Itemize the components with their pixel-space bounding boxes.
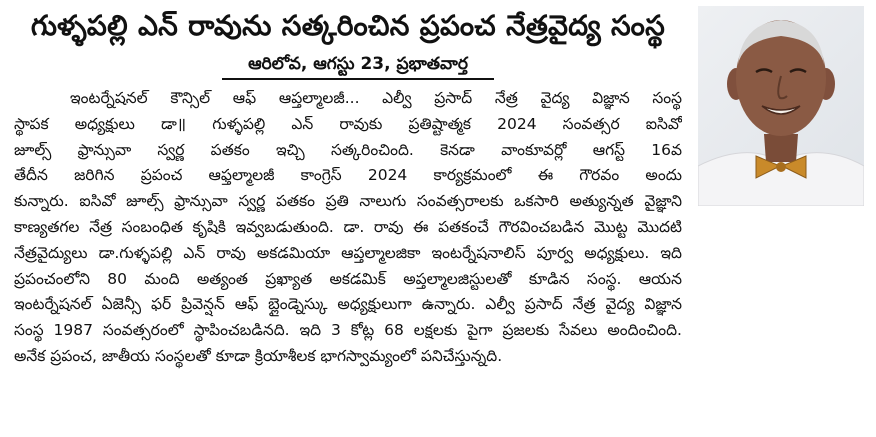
article-line: తేదీన జరిగిన ప్రపంచ ఆఫ్తల్మాలజీ కాంగ్రెస్ 2024 కార్యక్రమంలో ఈ గౌరవం అందు bbox=[14, 166, 682, 185]
article-line: కున్నారు. ఐసివో జూల్స్ ఫ్రాన్సువా స్వర్ణ పతకం ప్రతి నాలుగు సంవత్సరాలకు ఒకసారి అత్యున్నత వైజ్ఞాని bbox=[14, 192, 682, 211]
article-line: కాణ్యతగల నేత్ర సంబంధిత కృషికి ఇవ్వబడుతుంది. డా. రావు ఈ పతకంచే గౌరవించబడిన మొట్ట మొదటి bbox=[14, 217, 682, 236]
article-line: సంస్థ 1987 సంవత్సరంలో స్థాపించబడినది. ఇది 3 కోట్ల 68 లక్షలకు పైగా ప్రజలకు సేవలు అందించింది. bbox=[14, 321, 682, 340]
article-line: స్థాపక అధ్యక్షులు డా॥ గుళ్ళపల్లి ఎన్ రావుకు ప్రతిష్టాత్మక 2024 సంవత్సర ఐసివో bbox=[14, 114, 682, 133]
article-line: ప్రపంచంలోని 80 మంది అత్యంత ప్రఖ్యాత అకడమిక్ అప్తల్మాలజిస్టులతో కూడిన సంస్థ. ఆయన bbox=[14, 269, 682, 288]
article-line: ఇంటర్నేషనల్ ఏజెన్సీ ఫర్ ప్రివెన్షన్ ఆఫ్ బ్లైండ్నెస్కు అధ్యక్షులుగా ఉన్నారు. ఎల్వీ ప్రసాద్ నేత్ర వైద్య విజ్ఞాన bbox=[14, 295, 682, 314]
article-line: ఇంటర్నేషనల్ కౌన్సిల్ ఆఫ్ ఆప్తల్మాలజీ... ఎల్వీ ప్రసాద్ నేత్ర వైద్య విజ్ఞాన సంస్థ bbox=[70, 89, 682, 107]
article-line: జూల్స్ ఫ్రాన్సువా స్వర్ణ పతకం ఇచ్చి సత్కరించింది. కెనడా వాంకూవర్లో ఆగస్ట్ 16వ bbox=[14, 140, 682, 159]
portrait-illustration bbox=[698, 6, 864, 206]
article-line: అనేక ప్రపంచ, జాతీయ సంస్థలతో కూడా క్రియాశీలక భాగస్వామ్యంలో పనిచేస్తున్నది. bbox=[14, 346, 503, 365]
headline: గుళ్ళపల్లి ఎన్ రావును సత్కరించిన ప్రపంచ నేత్రవైద్య సంస్థ bbox=[30, 9, 666, 42]
portrait-photo bbox=[698, 6, 864, 206]
article-line: నేత్రవైద్యులు డా.గుళ్ళపల్లి ఎన్ రావు అకడమియా ఆప్తల్మాలజికా ఇంటర్నేషనాలిస్ పూర్వ అధ్యక్షులు. ఇది bbox=[14, 243, 682, 262]
bowtie-knot bbox=[776, 162, 786, 172]
article-body bbox=[14, 86, 682, 370]
neck-shape bbox=[764, 134, 798, 162]
dateline: ఆరిలోవ, ఆగస్టు 23, ప్రభాతవార్త bbox=[222, 54, 494, 80]
